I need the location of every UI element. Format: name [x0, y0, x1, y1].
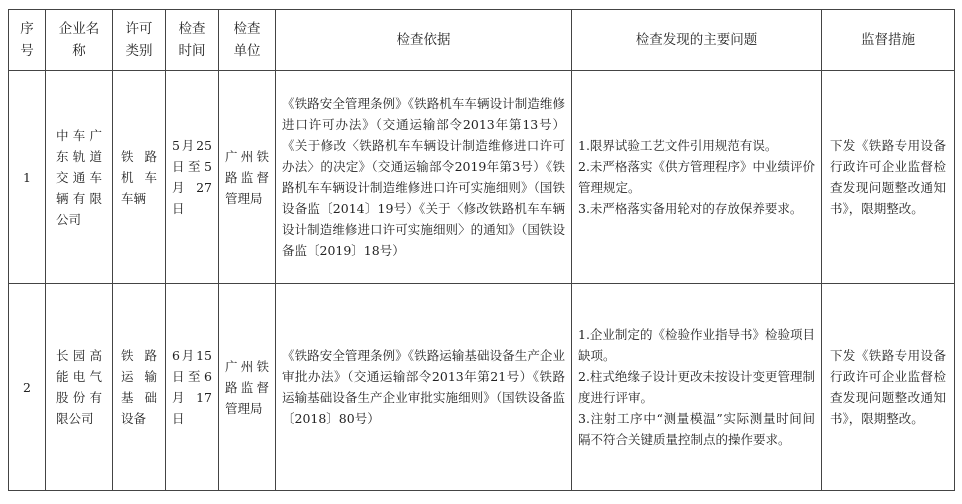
- header-unit: 检查单位: [219, 10, 276, 71]
- header-company: 企业名称: [46, 10, 113, 71]
- row-measures: 下发《铁路专用设备行政许可企业监督检查发现问题整改通知书》，限期整改。: [822, 71, 955, 284]
- header-basis: 检查依据: [276, 10, 572, 71]
- row-license: 铁路运输基础设备: [113, 284, 166, 491]
- row-unit: 广州铁路监督管理局: [219, 284, 276, 491]
- row-seq: 1: [9, 71, 46, 284]
- problem-item: 3.注射工序中“测量模温”实际测量时间间隔不符合关键质量控制点的操作要求。: [578, 411, 815, 447]
- header-row: [9, 10, 955, 71]
- header-problems: 检查发现的主要问题: [572, 10, 822, 71]
- row-license: 铁路机车车辆: [113, 71, 166, 284]
- problem-item: 1.限界试验工艺文件引用规范有误。: [578, 138, 778, 153]
- problem-item: 3.未严格落实备用轮对的存放保养要求。: [578, 201, 803, 216]
- inspection-table: [8, 9, 955, 491]
- header-measures: 监督措施: [822, 10, 955, 71]
- row-measures: 下发《铁路专用设备行政许可企业监督检查发现问题整改通知书》，限期整改。: [822, 284, 955, 491]
- row-company: 中车广东轨道交通车辆有限公司: [46, 71, 113, 284]
- problem-item: 2.未严格落实《供方管理程序》中业绩评价管理规定。: [578, 159, 815, 195]
- row-date: 5月25日至5月27日: [166, 71, 219, 284]
- problem-item: 2.柱式绝缘子设计更改未按设计变更管理制度进行评审。: [578, 369, 815, 405]
- row-basis: 《铁路安全管理条例》《铁路机车车辆设计制造维修进口许可办法》（交通运输部令2013年第13号）《关于修改〈铁路机车车辆设计制造维修进口许可办法〉的决定》（交通运输部令2019年第3号）《铁路机车车辆设计制造维修进口许可实施细则》（国铁设备监〔2014〕19号）《关于〈修改铁路机车车辆设计制造维修进口许可实施细则〉的通知》（国铁设备监〔2019〕18号）: [276, 71, 572, 284]
- row-basis: 《铁路安全管理条例》《铁路运输基础设备生产企业审批办法》（交通运输部令2013年第21号）《铁路运输基础设备生产企业审批实施细则》（国铁设备监〔2018〕80号）: [276, 284, 572, 491]
- row-date: 6月15日至6月17日: [166, 284, 219, 491]
- row-seq: 2: [9, 284, 46, 491]
- header-seq: 序 号: [9, 10, 46, 71]
- row-unit: 广州铁路监督管理局: [219, 71, 276, 284]
- header-license: 许可类别: [113, 10, 166, 71]
- row-problems: [572, 71, 822, 284]
- problem-item: 1.企业制定的《检验作业指导书》检验项目缺项。: [578, 327, 815, 363]
- table-row: [9, 284, 955, 491]
- header-date: 检查时间: [166, 10, 219, 71]
- row-company: 长园高能电气股份有限公司: [46, 284, 113, 491]
- row-problems: [572, 284, 822, 491]
- table-row: [9, 71, 955, 284]
